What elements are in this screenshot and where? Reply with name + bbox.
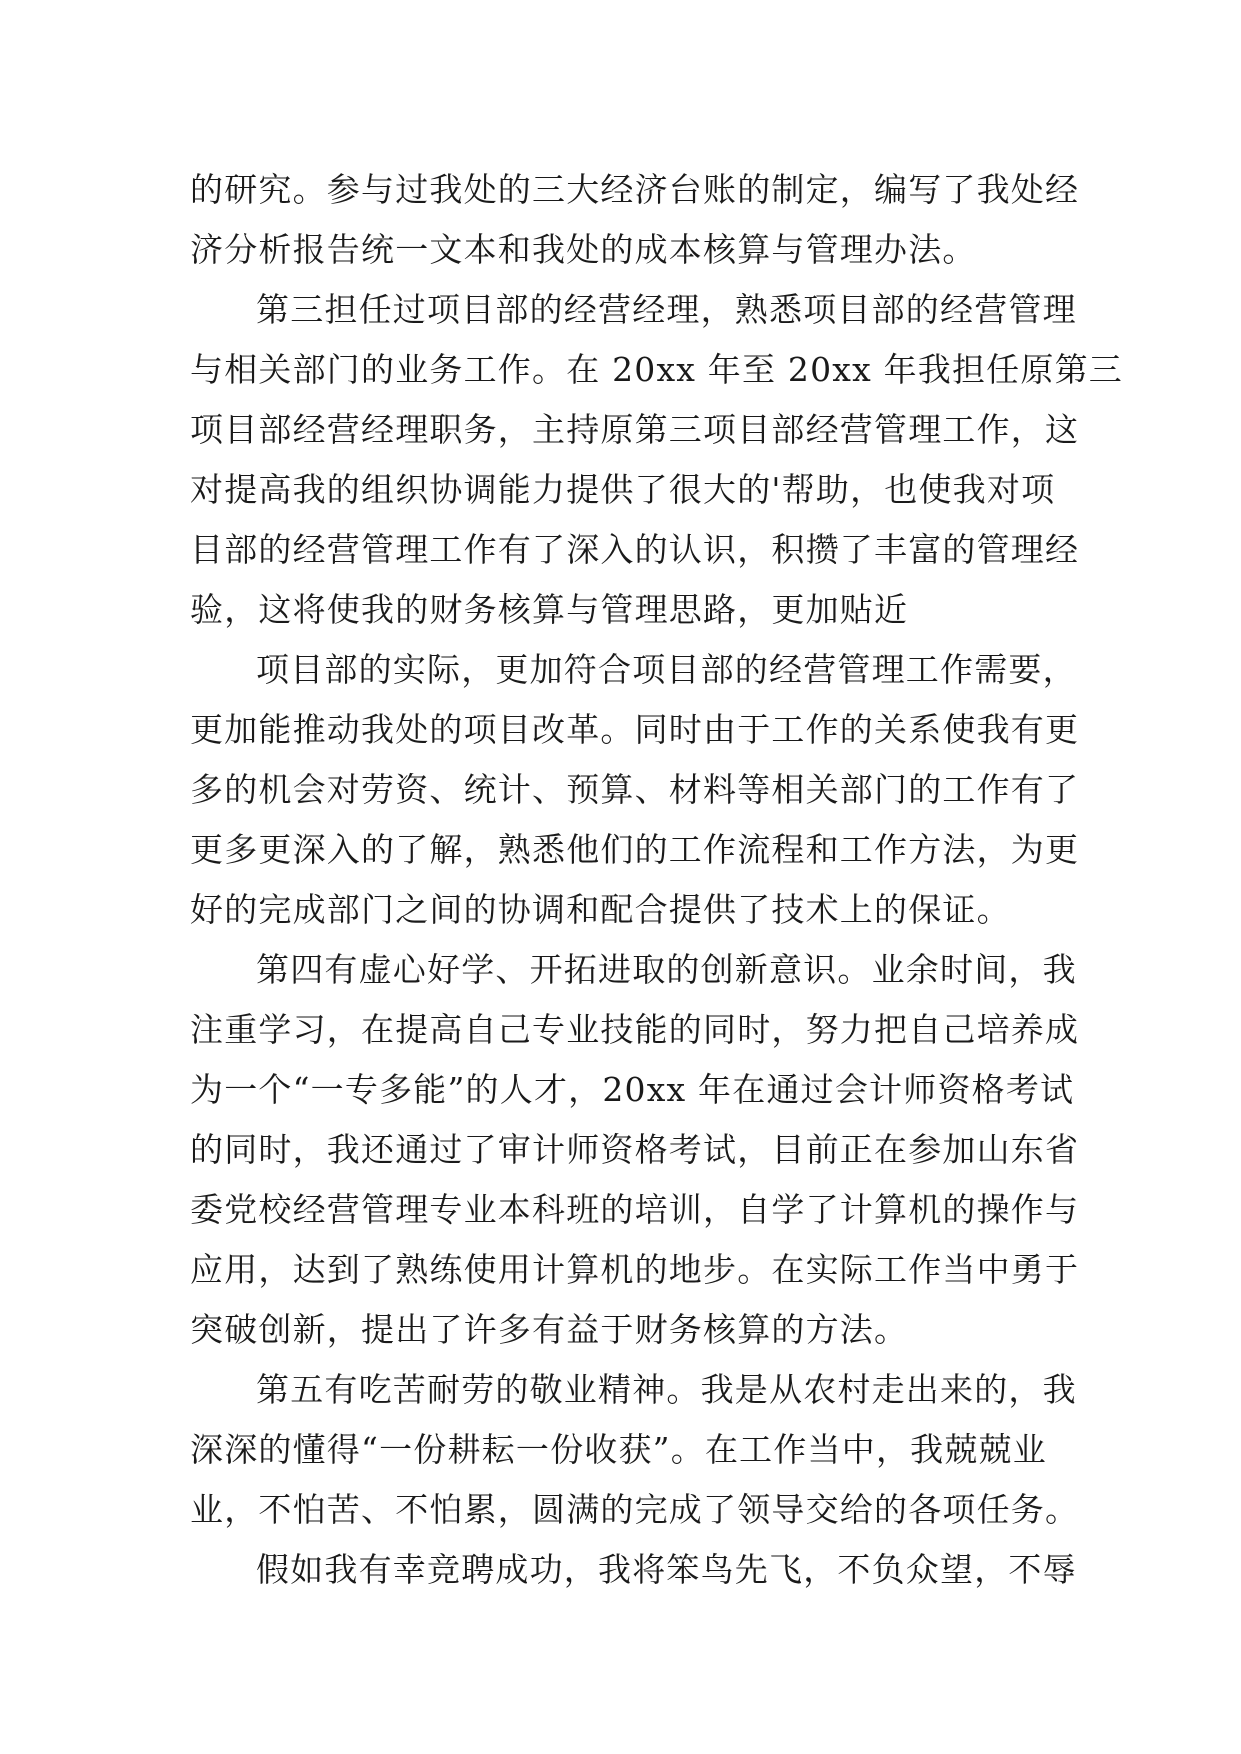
- text-line: 更多更深入的了解，熟悉他们的工作流程和工作方法，为更: [190, 830, 1080, 869]
- text-line: 第五有吃苦耐劳的敬业精神。我是从农村走出来的，我: [256, 1370, 1077, 1409]
- text-line: 为一个“一专多能”的人才，20xx 年在通过会计师资格考试: [190, 1070, 1075, 1109]
- text-line: 对提高我的组织协调能力提供了很大的'帮助，也使我对项: [190, 470, 1056, 509]
- text-line: 假如我有幸竞聘成功，我将笨鸟先飞，不负众望，不辱: [256, 1550, 1077, 1589]
- text-line: 项目部经营经理职务，主持原第三项目部经营管理工作，这: [190, 410, 1080, 449]
- text-line: 应用，达到了熟练使用计算机的地步。在实际工作当中勇于: [190, 1250, 1080, 1289]
- text-line: 的同时，我还通过了审计师资格考试，目前正在参加山东省: [190, 1130, 1080, 1169]
- text-line: 深深的懂得“一份耕耘一份收获”。在工作当中，我兢兢业: [190, 1430, 1047, 1469]
- text-line: 济分析报告统一文本和我处的成本核算与管理办法。: [190, 230, 977, 269]
- text-line: 好的完成部门之间的协调和配合提供了技术上的保证。: [190, 890, 1011, 929]
- body-text: [190, 160, 1123, 1600]
- text-line: 验，这将使我的财务核算与管理思路，更加贴近: [190, 590, 909, 629]
- text-line: 多的机会对劳资、统计、预算、材料等相关部门的工作有了: [190, 770, 1080, 809]
- text-line: 业，不怕苦、不怕累，圆满的完成了领导交给的各项任务。: [190, 1490, 1080, 1529]
- text-line: 目部的经营管理工作有了深入的认识，积攒了丰富的管理经: [190, 530, 1080, 569]
- text-line: 的研究。参与过我处的三大经济台账的制定，编写了我处经: [190, 170, 1080, 209]
- text-line: 项目部的实际，更加符合项目部的经营管理工作需要，: [256, 650, 1077, 689]
- text-line: 与相关部门的业务工作。在 20xx 年至 20xx 年我担任原第三: [190, 350, 1123, 389]
- text-line: 第三担任过项目部的经营经理，熟悉项目部的经营管理: [256, 290, 1077, 329]
- text-line: 委党校经营管理专业本科班的培训，自学了计算机的操作与: [190, 1190, 1080, 1229]
- text-line: 注重学习，在提高自己专业技能的同时，努力把自己培养成: [190, 1010, 1080, 1049]
- text-line: 突破创新，提出了许多有益于财务核算的方法。: [190, 1310, 909, 1349]
- text-line: 第四有虚心好学、开拓进取的创新意识。业余时间，我: [256, 950, 1077, 989]
- text-line: 更加能推动我处的项目改革。同时由于工作的关系使我有更: [190, 710, 1080, 749]
